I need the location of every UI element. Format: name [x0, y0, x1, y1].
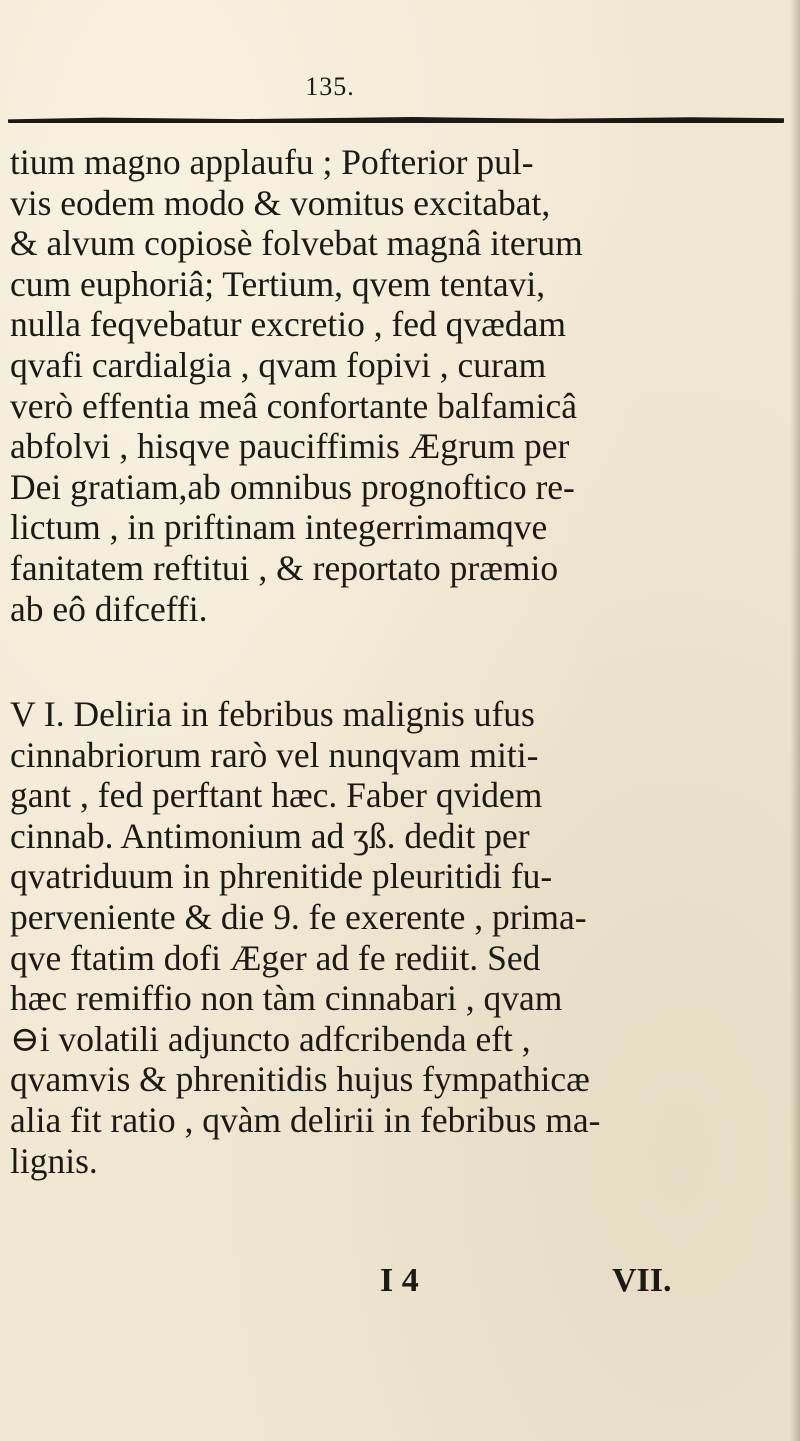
- text-line: cinnabriorum rarò vel nunqvam miti-: [10, 734, 539, 775]
- text-line: fanitatem reftitui , & reportato præmio: [10, 547, 559, 588]
- text-line: vis eodem modo & vomitus excitabat,: [10, 182, 551, 223]
- page-edge-shadow: [790, 0, 800, 1441]
- text-line: hæc remiffio non tàm cinnabari , qvam: [10, 978, 563, 1019]
- paragraph-2: [10, 694, 790, 1181]
- text-line: & alvum copiosè folvebat magnâ iterum: [10, 223, 583, 264]
- text-line: V I. Deliria in febribus malignis ufus: [10, 694, 535, 734]
- text-line: cinnab. Antimonium ad ʒß. dedit per: [10, 815, 530, 856]
- text-line: qvamvis & phrenitidis hujus fympathicæ: [10, 1059, 590, 1100]
- catchword: VII.: [612, 1262, 672, 1299]
- text-line: ⊖i volatili adjuncto adfcribenda eft ,: [10, 1018, 531, 1059]
- text-line: alia fit ratio , qvàm delirii in febribus ma-: [10, 1099, 601, 1140]
- signature-mark: I 4: [380, 1262, 419, 1299]
- text-line: perveniente & die 9. fe exerente , prima-: [10, 896, 587, 937]
- text-line: lignis.: [10, 1140, 98, 1181]
- text-line: lictum , in priftinam integerrimamqve: [10, 507, 548, 548]
- text-line: abfolvi , hisqve pauciffimis Ægrum per: [10, 426, 570, 467]
- text-line: qvafi cardialgia , qvam fopivi , curam: [10, 344, 547, 385]
- text-line: cum euphoriâ; Tertium, qvem tentavi,: [10, 263, 546, 304]
- paragraph-1: [10, 142, 790, 629]
- text-line: ab eô difceffi.: [10, 588, 208, 629]
- header-rule: [8, 117, 784, 123]
- text-line: nulla feqvebatur excretio , fed qvædam: [10, 304, 566, 345]
- text-line: gant , fed perftant hæc. Faber qvidem: [10, 775, 543, 816]
- text-line: qvatriduum in phrenitide pleuritidi fu-: [10, 856, 553, 897]
- text-line: qve ftatim dofi Æger ad fe rediit. Sed: [10, 937, 541, 978]
- page-number: 135.: [305, 72, 355, 101]
- text-line: tium magno applaufu ; Pofterior pul-: [10, 142, 534, 182]
- text-line: Dei gratiam,ab omnibus prognoftico re-: [10, 466, 575, 507]
- page-footer: [0, 1262, 800, 1306]
- text-line: verò effentia meâ confortante balfamicâ: [10, 385, 578, 426]
